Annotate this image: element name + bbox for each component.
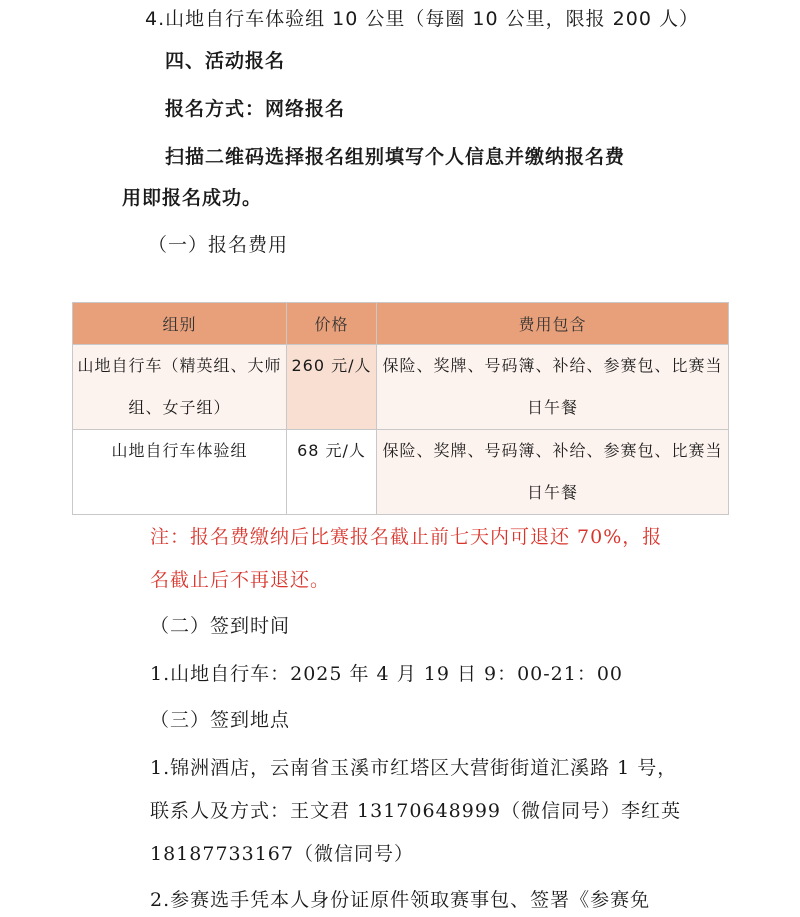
cell-price: 68 元/人 (287, 430, 377, 515)
instruction-line-2: 用即报名成功。 (122, 187, 263, 209)
fee-heading: （一）报名费用 (148, 234, 289, 256)
cell-price: 260 元/人 (287, 345, 377, 430)
place-line-4: 2.参赛选手凭本人身份证原件领取赛事包、签署《参赛免 (150, 889, 651, 911)
instruction-line-1: 扫描二维码选择报名组别填写个人信息并缴纳报名费 (165, 146, 626, 168)
cell-group: 山地自行车体验组 (73, 430, 287, 515)
header-price: 价格 (287, 303, 377, 345)
refund-note-line-2: 名截止后不再退还。 (150, 569, 331, 591)
intro-line: 4.山地自行车体验组 10 公里（每圈 10 公里，限报 200 人） (145, 8, 699, 30)
place-line-3: 18187733167（微信同号） (150, 843, 414, 865)
cell-includes: 保险、奖牌、号码簿、补给、参赛包、比赛当日午餐 (377, 430, 729, 515)
header-includes: 费用包含 (377, 303, 729, 345)
refund-note-line-1: 注：报名费缴纳后比赛报名截止前七天内可退还 70%，报 (150, 526, 663, 548)
section-heading-signup: 四、活动报名 (165, 50, 286, 72)
cell-group: 山地自行车（精英组、大师组、女子组） (73, 345, 287, 430)
place-line-1: 1.锦洲酒店，云南省玉溪市红塔区大营街街道汇溪路 1 号， (150, 757, 678, 779)
place-line-2: 联系人及方式：王文君 13170648999（微信同号）李红英 (150, 800, 682, 822)
table-row (73, 345, 729, 430)
checkin-time-item: 1.山地自行车：2025 年 4 月 19 日 9：00-21：00 (150, 663, 624, 685)
table-row (73, 430, 729, 515)
fee-table-header-row (73, 303, 729, 345)
cell-includes: 保险、奖牌、号码簿、补给、参赛包、比赛当日午餐 (377, 345, 729, 430)
checkin-place-heading: （三）签到地点 (150, 709, 291, 731)
checkin-time-heading: （二）签到时间 (150, 615, 291, 637)
signup-method: 报名方式：网络报名 (165, 98, 346, 120)
fee-table (72, 302, 729, 515)
header-group: 组别 (73, 303, 287, 345)
